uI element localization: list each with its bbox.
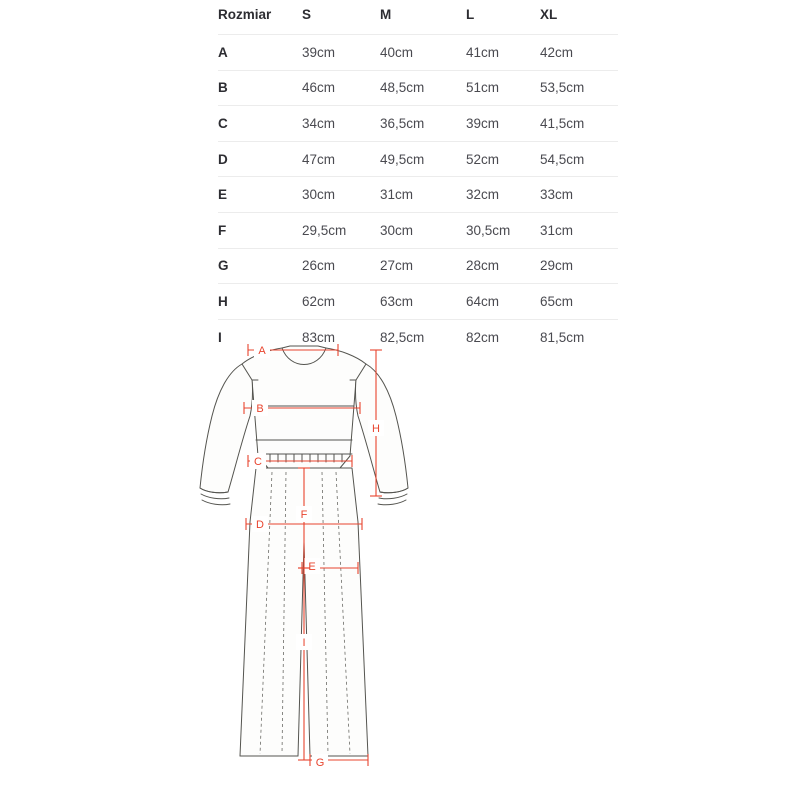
cell-g-xl: 29cm (540, 258, 574, 274)
cell-g-s: 26cm (302, 258, 336, 274)
cell-i-xl: 81,5cm (540, 329, 585, 345)
row-label-i: I (218, 329, 222, 345)
cell-d-xl: 54,5cm (540, 151, 585, 167)
cell-g-l: 28cm (466, 258, 500, 274)
column-header-m: M (380, 6, 392, 22)
cell-d-l: 52cm (466, 151, 500, 167)
cell-h-xl: 65cm (540, 293, 574, 309)
size-table-head (218, 0, 618, 35)
measure-label-b: B (256, 403, 264, 415)
cell-e-s: 30cm (302, 187, 336, 203)
table-row (218, 141, 618, 177)
column-header-l: L (466, 6, 475, 22)
row-label-d: D (218, 151, 228, 167)
measure-label-i: I (302, 637, 306, 649)
table-row (218, 106, 618, 142)
row-label-c: C (218, 115, 228, 131)
cell-c-xl: 41,5cm (540, 115, 585, 131)
measure-label-h: H (372, 423, 380, 435)
measure-label-g: G (315, 757, 325, 769)
garment-diagram (0, 336, 800, 800)
cell-d-m: 49,5cm (380, 151, 425, 167)
size-table-body (218, 35, 618, 355)
cell-h-l: 64cm (466, 293, 500, 309)
column-header-rozmiar: Rozmiar (218, 6, 272, 22)
cell-a-s: 39cm (302, 44, 336, 60)
cell-h-s: 62cm (302, 293, 336, 309)
cell-d-s: 47cm (302, 151, 336, 167)
cell-b-xl: 53,5cm (540, 80, 585, 96)
cell-b-l: 51cm (466, 80, 500, 96)
table-row (218, 177, 618, 213)
table-row (218, 70, 618, 106)
cell-c-s: 34cm (302, 115, 336, 131)
cell-f-xl: 31cm (540, 222, 574, 238)
cell-f-m: 30cm (380, 222, 414, 238)
row-label-a: A (218, 44, 228, 60)
cell-a-m: 40cm (380, 44, 414, 60)
table-header-row (218, 0, 618, 35)
garment-diagram-svg (190, 336, 610, 800)
cell-i-s: 83cm (302, 329, 336, 345)
cell-i-m: 82,5cm (380, 329, 425, 345)
cell-b-m: 48,5cm (380, 80, 425, 96)
table-row (218, 284, 618, 320)
cell-f-l: 30,5cm (466, 222, 511, 238)
cell-e-m: 31cm (380, 187, 414, 203)
measure-label-d: D (256, 519, 264, 531)
cell-f-s: 29,5cm (302, 222, 347, 238)
cell-c-l: 39cm (466, 115, 500, 131)
table-row (218, 248, 618, 284)
cell-h-m: 63cm (380, 293, 414, 309)
column-header-xl: XL (540, 6, 558, 22)
cell-c-m: 36,5cm (380, 115, 425, 131)
measure-label-c: C (254, 456, 262, 468)
column-header-s: S (302, 6, 312, 22)
cell-a-l: 41cm (466, 44, 500, 60)
measure-label-f: F (300, 509, 308, 521)
row-label-g: G (218, 258, 229, 274)
row-label-e: E (218, 187, 228, 203)
cell-b-s: 46cm (302, 80, 336, 96)
size-table (218, 0, 618, 354)
row-label-h: H (218, 293, 228, 309)
measure-label-e: E (308, 561, 316, 573)
cell-i-l: 82cm (466, 329, 500, 345)
row-label-b: B (218, 80, 228, 96)
cell-e-l: 32cm (466, 187, 500, 203)
cell-g-m: 27cm (380, 258, 414, 274)
table-row (218, 212, 618, 248)
cell-e-xl: 33cm (540, 187, 574, 203)
row-label-f: F (218, 222, 227, 238)
measure-label-a: A (258, 345, 266, 357)
cell-a-xl: 42cm (540, 44, 574, 60)
table-row (218, 35, 618, 71)
